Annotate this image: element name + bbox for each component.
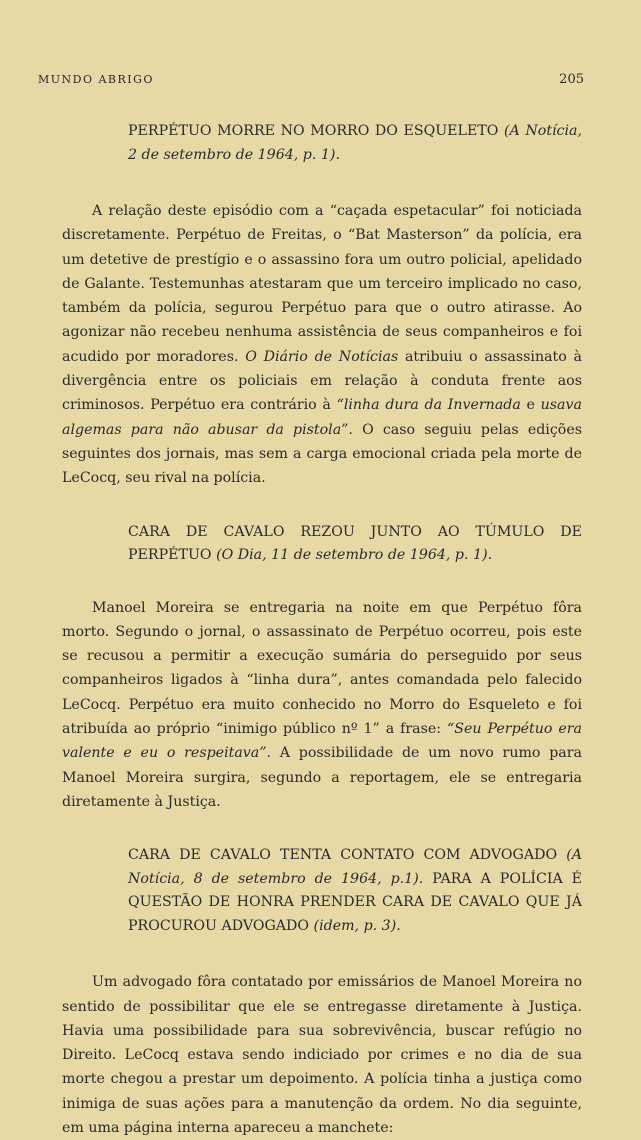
running-title: MUNDO ABRIGO — [38, 73, 154, 86]
headline: CARA DE CAVALO TENTA CONTATO COM ADVOGADO — [128, 847, 567, 864]
citation: (idem, p. 3). — [313, 917, 401, 934]
page-content — [62, 120, 582, 1140]
block-quote-2 — [128, 521, 582, 568]
citation: (O Dia, 11 de setembro de 1964, p. 1). — [216, 547, 493, 564]
citation: (A Notícia, 8 de setembro de 1964, p.1). — [128, 847, 582, 887]
block-quote-1 — [128, 120, 582, 167]
headline: PARA A POLÍCIA É QUESTÃO DE HONRA PRENDER CARA DE CAVALO QUE JÁ PROCUROU ADVOGADO — [128, 870, 583, 934]
quoted-phrase: “Seu Perpétuo era valente e eu o respeitava”. — [62, 721, 582, 762]
headline: CARA DE CAVALO REZOU JUNTO AO TÚMULO DE PERPÉTUO — [128, 523, 582, 564]
block-quote-3 — [128, 844, 582, 938]
citation: (A Notícia, 2 de setembro de 1964, p. 1). — [128, 123, 583, 163]
newspaper-title: O Diário de Notícias — [245, 348, 399, 365]
headline: PERPÉTUO MORRE NO MORRO DO ESQUELETO — [128, 123, 504, 139]
page-number: 205 — [559, 72, 584, 87]
paragraph-3: Um advogado fôra contatado por emissários de Manoel Moreira no sentido de possibilitar que ele se entregasse diretamente à Justiça. Havia uma possibilidade para sua sobrevivência, buscar refúgio no Direito. LeCocq estava sendo indiciado por crimes e no dia de sua morte chegou a prestar um depoimento. A polícia tinha a justiça como inimiga de suas ações para a manutenção da ordem. No dia seguinte, em uma página interna apareceu a manchete: — [62, 974, 582, 1137]
paragraph-1: A relação deste episódio com a “caçada espetacular” foi noticiada discretamente. Perpétuo de Freitas, o “Bat Masterson” da polícia, era um detetive de prestígio e o assassino fora um outro policial, apelidado de Galante. Testemunhas atestaram que um terceiro implicado no caso, também da polícia, segurou Perpétuo para que o outro atirasse. Ao agonizar não recebeu nenhuma assistência de seus companheiros e foi acudido por moradores. O Diário de Notícias atribuiu o assassinato à divergência entre os policiais em relação à conduta frente aos criminosos. Perpétuo era contrário à “linha dura da Invernada e usava algemas para não abusar da pistola”. O caso seguiu pelas edições seguintes dos jornais, mas sem a carga emocional criada pela morte de LeCocq, seu rival na polícia. — [62, 203, 582, 487]
page-header — [38, 72, 584, 87]
paragraph-2: Manoel Moreira se entregaria na noite em que Perpétuo fôra morto. Segundo o jornal, o assassinato de Perpétuo ocorreu, pois este se recusou a permitir a execução sumária do perseguido por seus companheiros ligados à “linha dura”, antes comandada pelo falecido LeCocq. Perpétuo era muito conhecido no Morro do Esqueleto e foi atribuída ao próprio “inimigo público nº 1” a frase: “Seu Perpétuo era valente e eu o respeitava”. A possibilidade de um novo rumo para Manoel Moreira surgira, segundo a reportagem, ele se entregaria diretamente à Justiça. — [62, 599, 582, 810]
